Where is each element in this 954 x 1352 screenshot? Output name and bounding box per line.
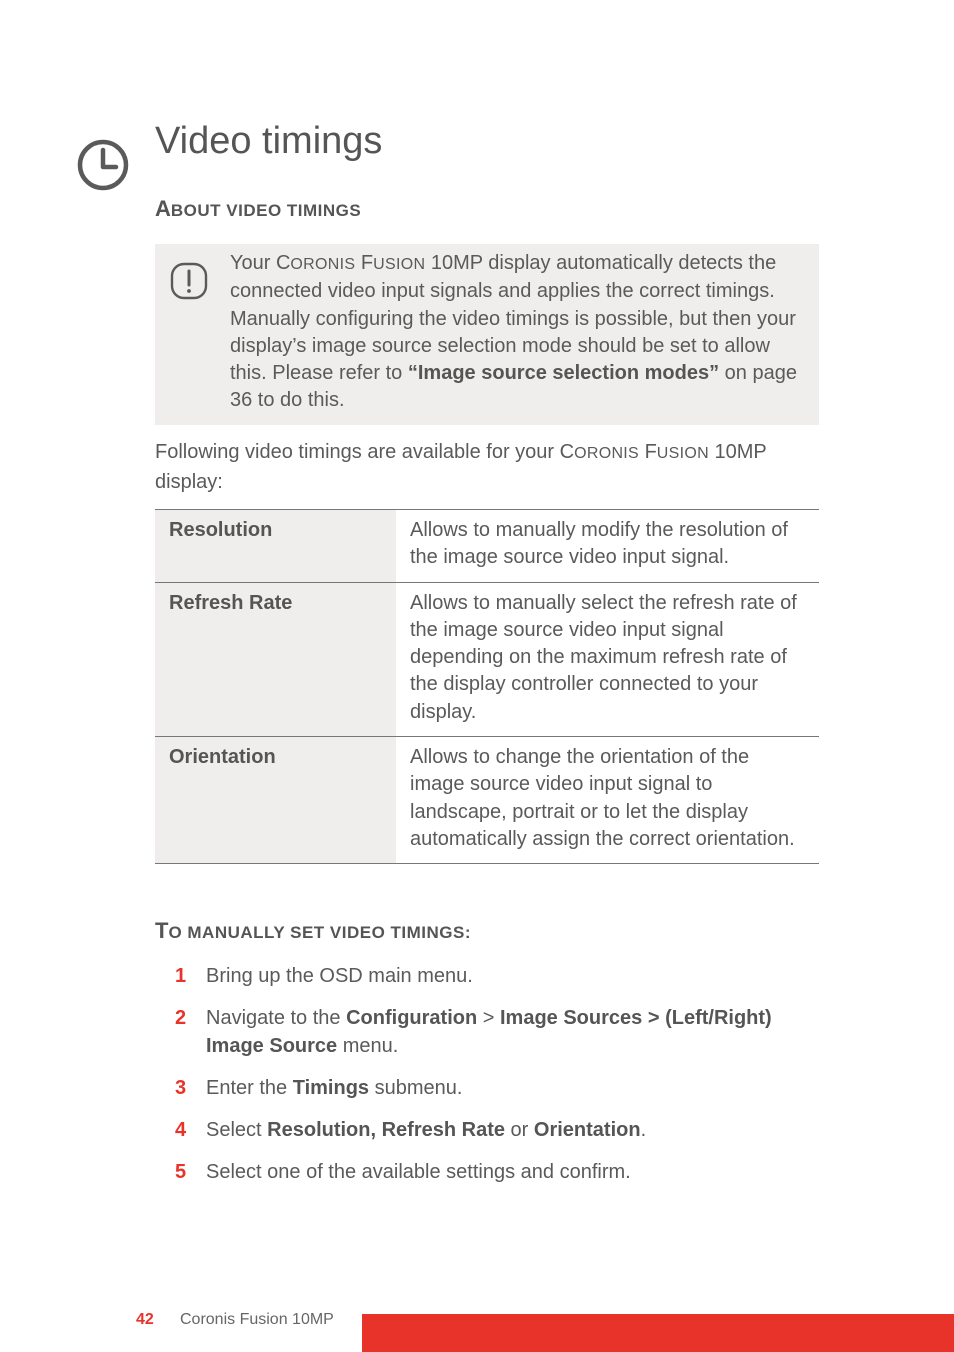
list-item: 1 Bring up the OSD main menu. xyxy=(172,962,812,990)
list-item: 3 Enter the Timings submenu. xyxy=(172,1074,812,1102)
video-timings-table xyxy=(155,509,819,864)
table-term: Refresh Rate xyxy=(155,582,396,736)
section-heading-about: ABOUT VIDEO TIMINGS xyxy=(155,196,362,221)
table-term: Resolution xyxy=(155,510,396,583)
table-row xyxy=(155,510,819,583)
table-row xyxy=(155,737,819,864)
table-description: Allows to manually select the refresh rate of the image source video input signal depending on the maximum refresh rate of the display controller connected to your display. xyxy=(410,591,797,723)
note-text: Your CORONIS FUSION 10MP display automatically detects the connected video input signals and applies the correct timings. Manually configuring the video timings is possible, but then your display’s image source selection mode should be set to allow this. Please refer to “Image source selection modes” on page 36 to do this. xyxy=(230,252,797,412)
intro-paragraph: Following video timings are available for your CORONIS FUSION 10MP display: xyxy=(155,441,767,493)
section-heading-manual: TO MANUALLY SET VIDEO TIMINGS: xyxy=(155,918,472,943)
table-row xyxy=(155,582,819,736)
step-number: 5 xyxy=(175,1161,187,1183)
footer-accent-bar xyxy=(362,1314,954,1352)
step-number: 3 xyxy=(175,1077,187,1099)
steps-list xyxy=(172,962,812,1200)
exclamation-icon xyxy=(170,262,208,300)
page-title: Video timings xyxy=(155,120,383,162)
table-description: Allows to manually modify the resolution of the image source video input signal. xyxy=(410,519,788,569)
clock-icon xyxy=(76,138,130,192)
step-number: 4 xyxy=(175,1119,187,1141)
cross-reference-link[interactable]: “Image source selection modes” xyxy=(407,362,720,385)
list-item: 4 Select Resolution, Refresh Rate or Orientation. xyxy=(172,1116,812,1144)
list-item: 5 Select one of the available settings and confirm. xyxy=(172,1158,812,1186)
footer-doc-title: Coronis Fusion 10MP xyxy=(180,1311,334,1328)
list-item: 2 Navigate to the Configuration > Image Sources > (Left/Right) Image Source menu. xyxy=(172,1004,812,1060)
table-term: Orientation xyxy=(155,737,396,864)
page-number: 42 xyxy=(136,1311,154,1328)
table-description: Allows to change the orientation of the image source video input signal to landscape, portrait or to let the display automatically assign the correct orientation. xyxy=(410,746,795,850)
step-number: 1 xyxy=(175,965,187,987)
step-number: 2 xyxy=(175,1007,187,1029)
